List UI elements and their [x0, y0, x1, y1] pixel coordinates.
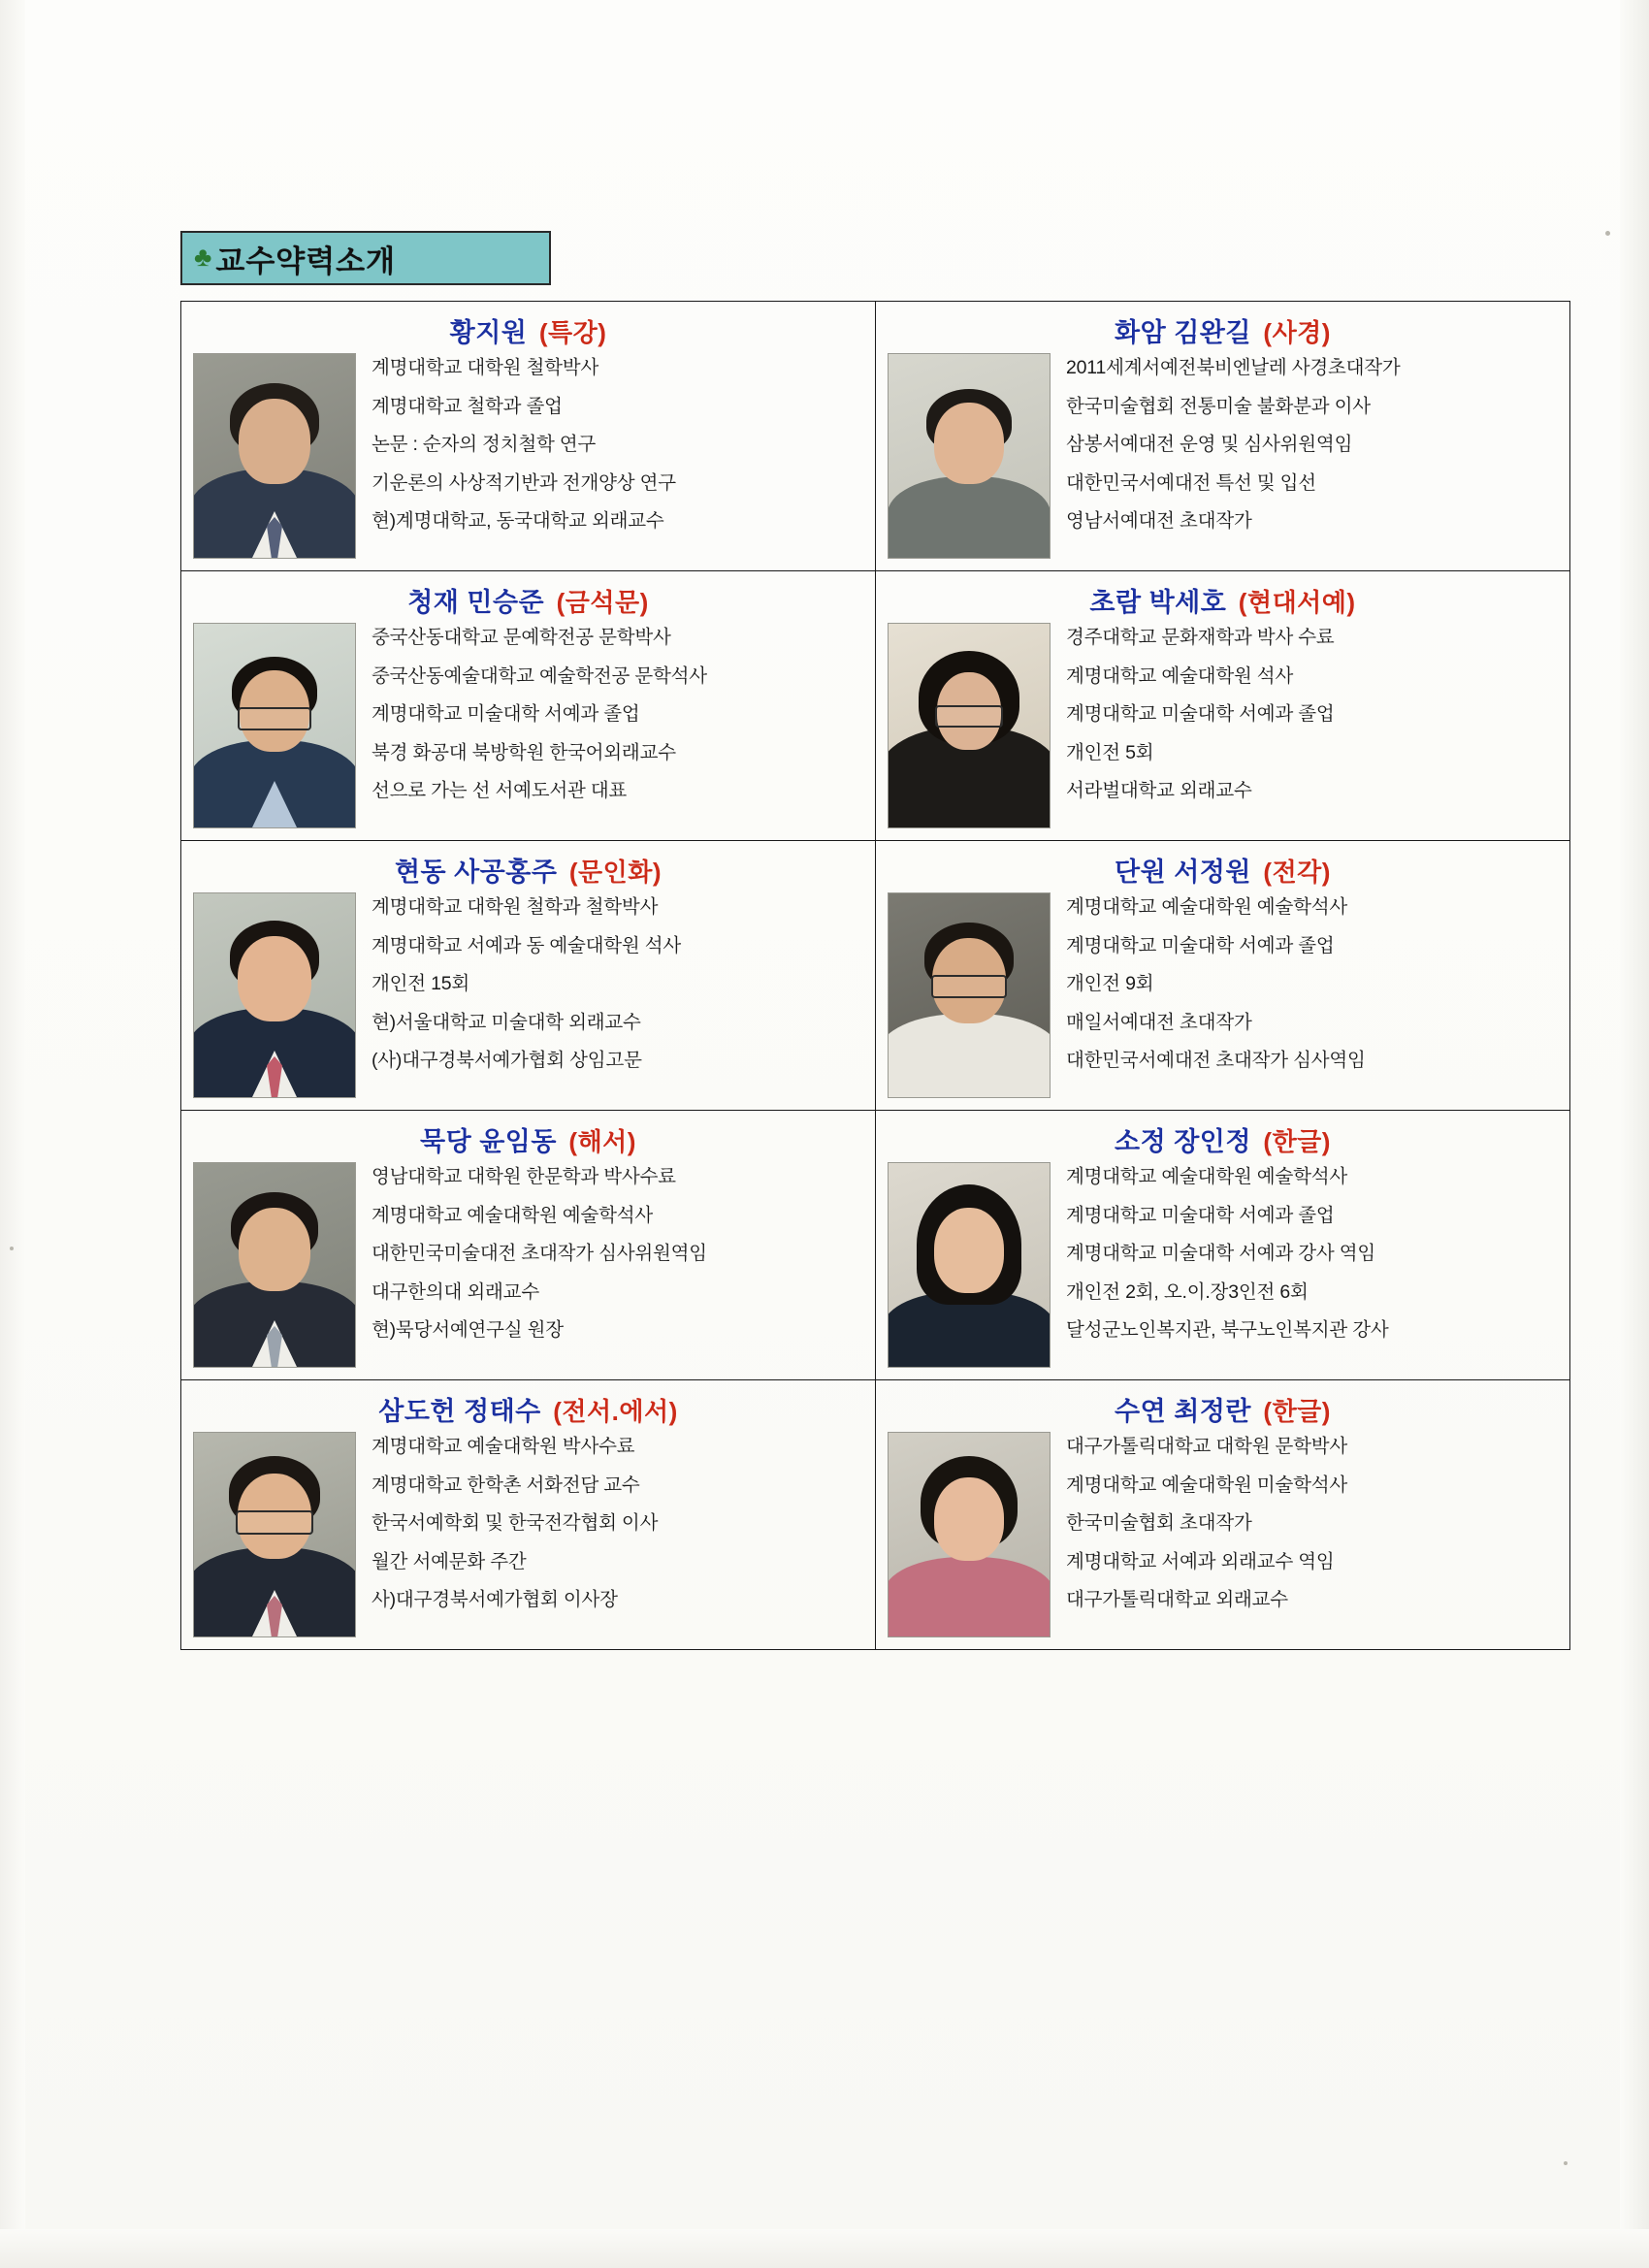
profile-bio-lines: [372, 1432, 863, 1610]
profile-bio-lines: [1066, 353, 1558, 532]
profile-photo: [193, 623, 356, 828]
profile-name-row: [193, 1120, 863, 1158]
profile-name-row: [888, 851, 1558, 889]
bio-line: 한국미술협회 전통미술 불화분과 이사: [1066, 395, 1371, 417]
profile-specialty: (특강): [538, 318, 607, 347]
bio-line: 개인전 15회: [372, 973, 470, 994]
clover-icon: ♣: [194, 242, 212, 272]
profile-specialty: (한글): [1263, 1397, 1331, 1426]
bio-line: 중국산동예술대학교 예술학전공 문학석사: [372, 664, 707, 687]
bio-line: 계명대학교 미술대학 서예과 졸업: [1066, 1204, 1335, 1226]
profile-bio-lines: [372, 623, 863, 801]
bio-line: 계명대학교 예술대학원 미술학석사: [1066, 1474, 1347, 1496]
profile-name: 수연 최정란: [1115, 1397, 1251, 1426]
profile-cell-8: [181, 1380, 876, 1650]
bio-line: 현)묵당서예연구실 원장: [372, 1319, 564, 1341]
bio-line: 달성군노인복지관, 북구노인복지관 강사: [1066, 1319, 1389, 1341]
bio-line: 계명대학교 예술대학원 예술학석사: [1066, 1166, 1347, 1187]
bio-line: 계명대학교 대학원 철학박사: [372, 357, 599, 378]
profile-bio-lines: [1066, 892, 1558, 1071]
bio-line: 2011세계서예전북비엔날레 사경초대작가: [1066, 357, 1401, 378]
page-title: 교수약력소개: [215, 243, 397, 278]
bio-line: 계명대학교 대학원 철학과 철학박사: [372, 896, 659, 918]
bio-line: 선으로 가는 선 서예도서관 대표: [372, 780, 628, 801]
profile-name: 소정 장인정: [1115, 1127, 1251, 1156]
bio-line: 계명대학교 예술대학원 예술학석사: [1066, 896, 1347, 918]
profile-name-row: [888, 1390, 1558, 1428]
bio-line: 대구가톨릭대학교 외래교수: [1066, 1589, 1288, 1610]
profile-bio-lines: [1066, 1432, 1558, 1610]
bio-line: 대한민국서예대전 초대작가 심사역임: [1066, 1050, 1366, 1071]
profile-cell-9: [876, 1380, 1570, 1650]
profile-name: 초람 박세호: [1089, 588, 1227, 617]
bio-line: 영남서예대전 초대작가: [1066, 510, 1252, 532]
bio-line: 현)서울대학교 미술대학 외래교수: [372, 1011, 641, 1033]
profile-bio-lines: [372, 1162, 863, 1341]
profile-specialty: (해서): [568, 1127, 636, 1156]
bio-line: 계명대학교 한학촌 서화전담 교수: [372, 1474, 640, 1496]
profile-specialty: (한글): [1263, 1127, 1331, 1156]
bio-line: 삼봉서예대전 운영 및 심사위원역임: [1066, 434, 1353, 455]
profile-name-row: [193, 581, 863, 619]
profile-name-row: [193, 851, 863, 889]
profile-name: 황지원: [449, 318, 528, 347]
bio-line: 계명대학교 미술대학 서예과 졸업: [1066, 703, 1335, 725]
profile-photo: [193, 353, 356, 559]
profile-cell-7: [876, 1111, 1570, 1380]
bio-line: 개인전 2회, 오.이.장3인전 6회: [1066, 1280, 1309, 1303]
profile-photo: [888, 353, 1051, 559]
bio-line: 계명대학교 서예과 외래교수 역임: [1066, 1550, 1335, 1572]
scan-speck: [1564, 2161, 1568, 2165]
bio-line: 한국미술협회 초대작가: [1066, 1512, 1252, 1534]
profile-bio-lines: [1066, 623, 1558, 801]
profile-name-row: [888, 1120, 1558, 1158]
profile-bio-lines: [1066, 1162, 1558, 1341]
profile-cell-6: [181, 1111, 876, 1380]
bio-line: 대한민국서예대전 특선 및 입선: [1066, 471, 1316, 494]
profile-photo: [193, 892, 356, 1098]
profile-name: 화암 김완길: [1115, 318, 1251, 347]
profile-name-row: [888, 581, 1558, 619]
table-row: [181, 1380, 1570, 1650]
profile-photo: [888, 623, 1051, 828]
bio-line: 매일서예대전 초대작가: [1066, 1011, 1252, 1033]
profile-name-row: [193, 1390, 863, 1428]
bio-line: 계명대학교 예술대학원 석사: [1066, 664, 1294, 687]
bio-line: 계명대학교 철학과 졸업: [372, 395, 563, 417]
profile-specialty: (문인화): [568, 858, 663, 887]
profile-specialty: (전각): [1263, 858, 1331, 887]
profile-photo: [888, 1162, 1051, 1368]
table-row: [181, 302, 1570, 571]
bio-line: 한국서예학회 및 한국전각협회 이사: [372, 1512, 659, 1534]
profile-photo: [193, 1432, 356, 1637]
bio-line: 대한민국미술대전 초대작가 심사위원역임: [372, 1243, 707, 1264]
profile-bio-lines: [372, 892, 863, 1071]
bio-line: 개인전 9회: [1066, 973, 1154, 994]
professor-profile-table: [180, 301, 1570, 1650]
profile-specialty: (현대서예): [1238, 588, 1356, 617]
profile-photo: [193, 1162, 356, 1368]
bio-line: 현)계명대학교, 동국대학교 외래교수: [372, 510, 664, 532]
profile-cell-0: [181, 302, 876, 571]
table-row: [181, 1111, 1570, 1380]
bio-line: 계명대학교 예술대학원 예술학석사: [372, 1204, 653, 1226]
bio-line: 북경 화공대 북방학원 한국어외래교수: [372, 741, 676, 763]
bio-line: 중국산동대학교 문예학전공 문학박사: [372, 627, 671, 648]
profile-bio-lines: [372, 353, 863, 532]
scan-edge-bottom: [0, 2229, 1649, 2268]
profile-name: 삼도헌 정태수: [378, 1397, 541, 1426]
bio-line: 대구가톨릭대학교 대학원 문학박사: [1066, 1436, 1347, 1457]
profile-specialty: (사경): [1263, 318, 1331, 347]
profile-photo: [888, 1432, 1051, 1637]
bio-line: 경주대학교 문화재학과 박사 수료: [1066, 627, 1335, 648]
bio-line: 서라벌대학교 외래교수: [1066, 780, 1252, 801]
bio-line: 계명대학교 예술대학원 박사수료: [372, 1436, 635, 1457]
profile-specialty: (금석문): [556, 588, 649, 617]
profile-name: 청재 민승준: [407, 588, 545, 617]
profile-cell-5: [876, 841, 1570, 1111]
bio-line: 논문 : 순자의 정치철학 연구: [372, 434, 597, 455]
bio-line: 대구한의대 외래교수: [372, 1280, 539, 1303]
section-header-banner: [180, 231, 551, 285]
profile-cell-4: [181, 841, 876, 1111]
bio-line: 개인전 5회: [1066, 741, 1154, 763]
table-row: [181, 841, 1570, 1111]
profile-name: 묵당 윤임동: [420, 1127, 557, 1156]
profile-photo: [888, 892, 1051, 1098]
profile-name-row: [888, 311, 1558, 349]
bio-line: 월간 서예문화 주간: [372, 1550, 527, 1572]
profile-cell-1: [876, 302, 1570, 571]
profile-cell-2: [181, 571, 876, 841]
bio-line: 계명대학교 미술대학 서예과 졸업: [1066, 934, 1335, 956]
scan-edge-left: [0, 0, 25, 2268]
profile-cell-3: [876, 571, 1570, 841]
document-content: [180, 231, 1568, 1650]
scan-speck: [10, 1247, 14, 1250]
profile-name: 단원 서정원: [1115, 858, 1251, 887]
table-row: [181, 571, 1570, 841]
bio-line: 계명대학교 미술대학 서예과 졸업: [372, 703, 640, 725]
bio-line: 사)대구경북서예가협회 이사장: [372, 1589, 618, 1610]
profile-name: 현동 사공홍주: [394, 858, 558, 887]
profile-specialty: (전서.에서): [553, 1397, 678, 1426]
bio-line: (사)대구경북서예가협회 상임고문: [372, 1050, 642, 1071]
bio-line: 영남대학교 대학원 한문학과 박사수료: [372, 1166, 676, 1187]
scan-edge-right: [1620, 0, 1649, 2268]
scan-speck: [1605, 231, 1610, 236]
profile-name-row: [193, 311, 863, 349]
bio-line: 계명대학교 서예과 동 예술대학원 석사: [372, 934, 682, 956]
bio-line: 기운론의 사상적기반과 전개양상 연구: [372, 471, 676, 494]
bio-line: 계명대학교 미술대학 서예과 강사 역임: [1066, 1243, 1376, 1264]
